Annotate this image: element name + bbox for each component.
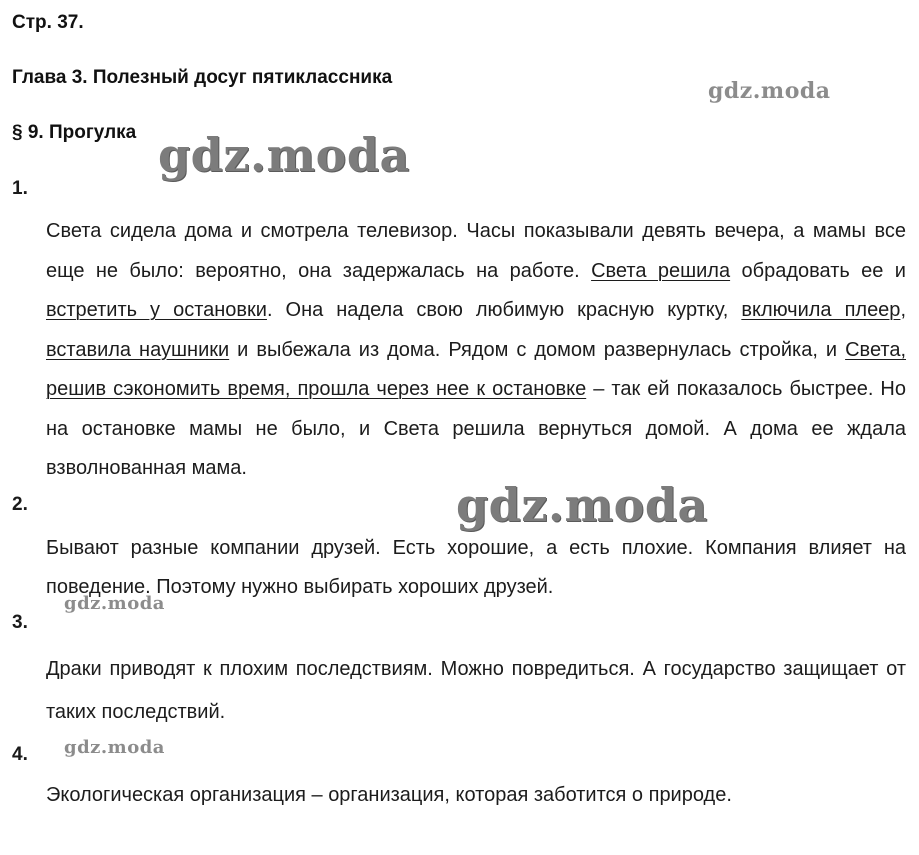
underlined-phrase: Света решила (591, 259, 731, 282)
answer-number-1: 1. (12, 178, 28, 199)
page-number: Стр. 37. (12, 12, 84, 33)
answer-text-2: Бывают разные компании друзей. Есть хорошие, а есть плохие. Компания влияет на поведение. Поэтому нужно выбирать хороших друзей. (46, 537, 906, 598)
answer-1-segment: – так ей показалось быстрее. Но на остановке мамы не было, и Света решила вернуться домой. А дома ее ждала взволнованная мама. (46, 378, 906, 479)
underlined-phrase: вставила наушники (46, 338, 230, 361)
answer-text-1 (46, 212, 906, 489)
watermark-logo: gdz.moda (64, 737, 165, 758)
answer-1-segment: , (900, 299, 906, 321)
answer-number-3: 3. (12, 612, 28, 633)
answer-1-segment: . Она надела свою любимую красную куртку, (266, 299, 742, 321)
watermark-logo: gdz.moda (158, 128, 410, 182)
underlined-phrase: встретить у остановки (46, 299, 267, 321)
answer-number-2: 2. (12, 494, 28, 515)
answer-text-3: Драки приводят к плохим последствиям. Можно повредиться. А государство защищает от таких последствий. (46, 658, 906, 723)
underlined-phrase: включила плеер (741, 299, 901, 321)
answer-1-segment: и выбежала из дома. Рядом с домом развернулась стройка, и (229, 338, 846, 361)
answer-text-4: Экологическая организация – организация, которая заботится о природе. (46, 784, 732, 806)
answer-number-4: 4. (12, 744, 28, 765)
watermark-logo: gdz.moda (708, 78, 831, 104)
answer-1-segment: обрадовать ее и (730, 259, 906, 282)
chapter-heading: Глава 3. Полезный досуг пятиклассника (12, 67, 393, 88)
section-heading: § 9. Прогулка (12, 122, 137, 143)
underlined-phrase: Света, решив сэкономить время, прошла через нее к остановке (46, 338, 907, 400)
watermark-logo: gdz.moda (456, 478, 708, 532)
answer-1-segment: Света сидела дома и смотрела телевизор. Часы показывали девять вечера, а мамы все еще не было: вероятно, она задержалась на работе. (46, 220, 906, 282)
watermark-logo: gdz.moda (64, 593, 165, 614)
